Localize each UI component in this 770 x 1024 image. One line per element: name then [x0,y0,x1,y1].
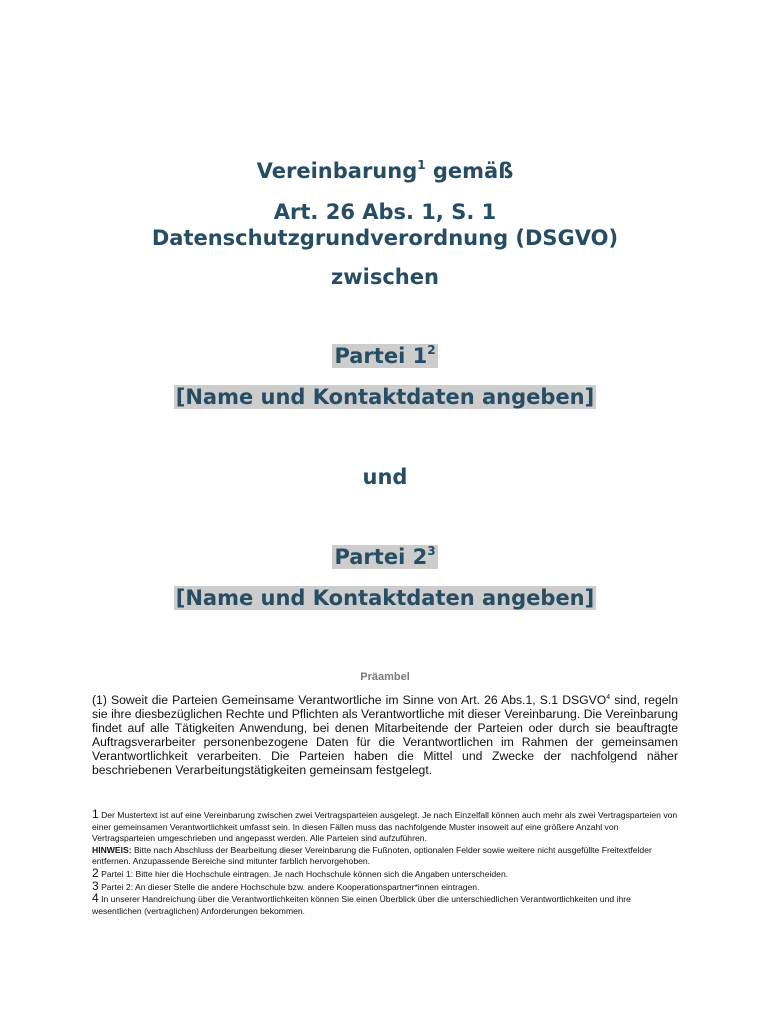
title-line-2: Art. 26 Abs. 1, S. 1 [273,200,497,224]
conjunction: und [362,465,408,489]
footnote-ref-3[interactable]: 3 [427,544,436,558]
party-1-heading [0,343,770,369]
party-2-placeholder[interactable] [0,585,770,611]
title-line-3: Datenschutzgrundverordnung (DSGVO) [151,226,619,250]
title-text-rest: gemäß [425,159,514,183]
party-1-placeholder[interactable] [0,384,770,410]
party-2-placeholder-text[interactable]: [Name und Kontaktdaten angeben] [175,586,595,610]
footnote-number: 1 [92,807,99,821]
footnotes [92,809,682,917]
footnote-number: 2 [92,865,99,880]
preamble-text-after: sind, regeln sie ihre diesbezüglichen Rechte und Pflichten als Verantwortliche mit dieser Vereinbarung. Die Vereinbarung findet auf alle Tätigkeiten Anwendung, bei denen Mitarbeitende der Parteien oder durch sie beauftragte Auftragsverarbeiter personenbezogene Daten für die Verantwortlichen im Rahmen der gemeinsamen Verantwortlichkeit verarbeiten. Die Parteien haben die Mittel und Zwecke der nachfolgend näher beschriebenen Verarbeitungstätigkeiten gemeinsam festgelegt. [92,693,678,777]
party-1-highlight [332,344,437,368]
footnote-text: Der Mustertext ist auf eine Vereinbarung zwischen zwei Vertragsparteien ausgelegt. Je nach Einzelfall können auch mehr als zwei Vertragsparteien von einer gemeinsamen Verantwortlichkeit umfasst sein. In diesen Fällen muss das nachfolgende Muster insoweit auf eine größere Anzahl von Vertragsparteien umgeschrieben und angepasst werden. Alle Parteien sind aufzuführen. [92,810,678,844]
footnote-3 [92,878,682,894]
hint-label: HINWEIS: [92,844,132,855]
party-2-heading [0,544,770,570]
footnote-ref-4[interactable]: 4 [606,694,611,701]
title-text: Vereinbarung [256,159,418,183]
footnote-text: In unserer Handreichung über die Verantwortlichkeiten können Sie einen Überblick über die unterschiedlichen Verantwortlichkeiten und ihre wesentlichen (vertraglichen) Anforderungen bekommen. [92,894,631,916]
party-2-highlight [332,545,437,569]
footnote-number: 3 [92,878,99,893]
footnote-ref-1[interactable]: 1 [417,158,426,172]
footnote-text: Partei 2: An dieser Stelle die andere Hochschule bzw. andere Kooperationspartner*innen eintragen. [98,881,480,892]
footnote-1 [92,809,682,868]
hint-text: Bitte nach Abschluss der Bearbeitung dieser Vereinbarung die Fußnoten, optionalen Felder sowie weitere nicht ausgefüllte Freitextfelder entfernen. Anzupassende Bereiche sind mitunter farblich hervorgehoben. [92,844,652,867]
footnote-2 [92,865,682,881]
preamble-heading: Präambel [360,671,410,683]
between-label: zwischen [331,265,439,289]
footnote-number: 4 [92,891,99,906]
footnote-4 [92,893,682,917]
footnote-text: Partei 1: Bitte hier die Hochschule eintragen. Je nach Hochschule können sich die Angaben unterscheiden. [98,868,509,879]
title-line-1 [0,158,770,184]
preamble-text-before: (1) Soweit die Parteien Gemeinsame Verantwortliche im Sinne von Art. 26 Abs.1, S.1 DSGVO [92,693,607,707]
footnote-ref-2[interactable]: 2 [427,343,436,357]
party-1-placeholder-text[interactable]: [Name und Kontaktdaten angeben] [175,385,595,409]
party-1-label: Partei 1 [334,344,428,368]
preamble-paragraph [92,693,678,777]
party-2-label: Partei 2 [334,545,428,569]
